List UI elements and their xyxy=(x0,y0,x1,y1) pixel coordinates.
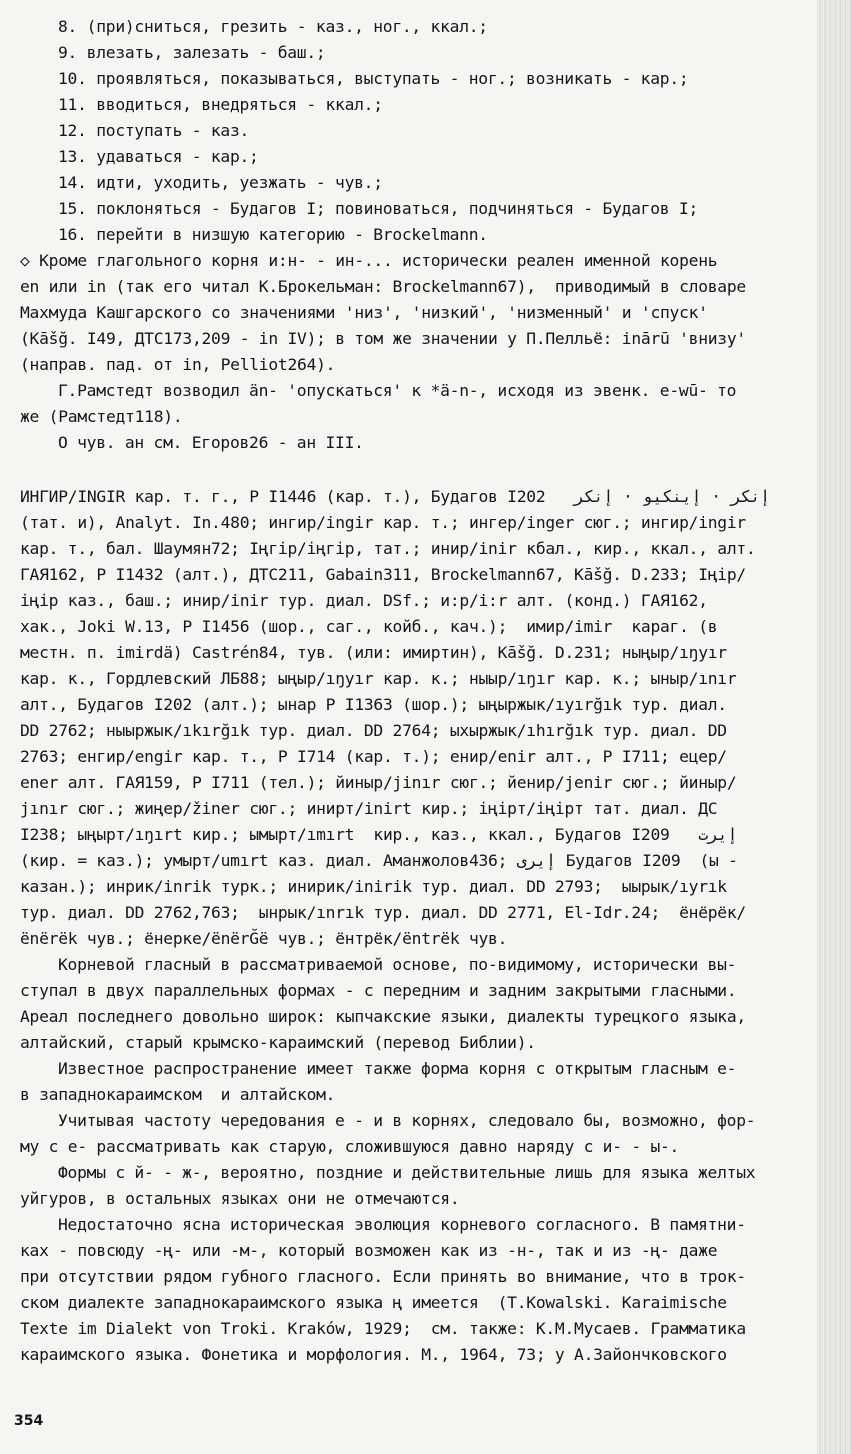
entry-line: 2763; енгир/engir кар. т., Р I714 (кар. т.); енир/enir алт., Р I711; ецер/ xyxy=(20,747,727,766)
paragraph-line: Махмуда Кашгарского со значениями 'низ', 'низкий', 'низменный' и 'спуск' xyxy=(20,303,708,322)
entry-line: (кир. = каз.); умырт/umırt каз. диал. Аманжолов436; إيرى Будагов I209 (ы - xyxy=(20,851,738,870)
paragraph-line: ском диалекте западнокараимского языка ң имеется (T.Kowalski. Karaimische xyxy=(20,1293,727,1312)
meaning-item-10: 10. проявляться, показываться, выступать - ног.; возникать - кар.; xyxy=(58,69,689,88)
entry-line: местн. п. imirdä) Castrén84, тув. (или: имиртин), Kāšğ. D.231; ныңыр/ıŋyır xyxy=(20,643,727,662)
entry-line: казан.); инрик/inrik туpк.; инирик/inirik тур. диал. DD 2793; ыырык/ıyrık xyxy=(20,877,727,896)
paragraph-line: ступал в двух параллельных формах - с передним и задним закрытыми гласными. xyxy=(20,981,737,1000)
paragraph-line: при отсутствии рядом губного гласного. Если принять во внимание, что в трок- xyxy=(20,1267,746,1286)
entry-line: хак., Joki W.13, Р I1456 (шор., саг., койб., кач.); имир/imir караг. (в xyxy=(20,617,718,636)
meaning-item-13: 13. удаваться - кар.; xyxy=(58,147,259,166)
meaning-item-15: 15. поклоняться - Будагов I; повиноваться, подчиняться - Будагов I; xyxy=(58,199,698,218)
meaning-item-12: 12. поступать - каз. xyxy=(58,121,250,140)
entry-line: DD 2762; ныыржык/ıkırğık тур. диал. DD 2764; ыхыржык/ıhırğık тур. диал. DD xyxy=(20,721,727,740)
paragraph-line: же (Рамстедт118). xyxy=(20,407,183,426)
entry-line: (тат. и), Analyt. In.480; ингир/ingir кар. т.; ингер/inger сюг.; ингир/ingir xyxy=(20,513,746,532)
entry-line: jınır сюг.; жиңер/žiner сюг.; инирт/inirt кир.; іңірт/іңірт тат. диал. ДС xyxy=(20,799,718,818)
paragraph-line: Г.Рамстедт возводил än- 'опускаться' к *ä-n-, исходя из эвенк. e-wū- то xyxy=(58,381,737,400)
entry-line: I238; ыңырт/ıŋırt кир.; ымырт/ımırt кир., каз., ккал., Будагов I209 إيرت xyxy=(20,825,738,844)
meaning-item-9: 9. влезать, залезать - баш.; xyxy=(58,43,326,62)
entry-line: алт., Будагов I202 (алт.); ынар Р I1363 (шор.); ыңыржык/ıyırğık тур. диал. xyxy=(20,695,727,714)
section-gap xyxy=(20,456,835,484)
paragraph-line: Корневой гласный в рассматриваемой основе, по-видимому, исторически вы- xyxy=(58,955,737,974)
entry-line: ënërëk чув.; ёнерке/ënërĞë чув.; ёнтрёк/ëntrëk чув. xyxy=(20,929,508,948)
entry-line: ГАЯ162, Р I1432 (алт.), ДТС211, Gabain311, Brockelmann67, Kāšğ. D.233; Іңір/ xyxy=(20,565,746,584)
paragraph-line: уйгуров, в остальных языках они не отмечаются. xyxy=(20,1189,460,1208)
paragraph-line: (направ. пад. от in, Pelliot264). xyxy=(20,355,336,374)
meaning-item-11: 11. вводиться, внедряться - ккал.; xyxy=(58,95,383,114)
paragraph-line: в западнокараимском и алтайском. xyxy=(20,1085,336,1104)
entry-line: кар. т., бал. Шаумян72; Іңгір/іңгір, тат.; инир/inir кбал., кир., ккал., алт. xyxy=(20,539,756,558)
entry-line: тур. диал. DD 2762,763; ынрык/ınrık тур. диал. DD 2771, El-Idr.24; ёнёрёк/ xyxy=(20,903,746,922)
meaning-item-14: 14. идти, уходить, уезжать - чув.; xyxy=(58,173,383,192)
paragraph-line: му с е- рассматривать как старую, сложившуюся давно наряду с и- - ы-. xyxy=(20,1137,680,1156)
paragraph-line: алтайский, старый крымско-караимский (перевод Библии). xyxy=(20,1033,536,1052)
paragraph-line: Известное распространение имеет также форма корня с открытым гласным е- xyxy=(58,1059,737,1078)
paragraph-line: Texte im Dialekt von Troki. Kraków, 1929; см. также: К.М.Мусаев. Грамматика xyxy=(20,1319,746,1338)
page-text xyxy=(20,14,835,1368)
paragraph-line: Ареал последнего довольно широк: кыпчакские языки, диалекты турецкого языка, xyxy=(20,1007,746,1026)
paragraph-line: Недостаточно ясна историческая эволюция корневого согласного. В памятни- xyxy=(58,1215,746,1234)
paragraph-line: ◇ Кроме глагольного корня и:н- - ин-... исторически реален именной корень xyxy=(20,251,718,270)
paragraph-line: Формы с й- - ж-, вероятно, поздние и действительные лишь для языка желтых xyxy=(58,1163,756,1182)
paragraph-line: караимского языка. Фонетика и морфология. М., 1964, 73; у А.Зайончковского xyxy=(20,1345,727,1364)
entry-line: іңір каз., баш.; инир/inir тур. диал. DSf.; и:р/i:r алт. (конд.) ГАЯ162, xyxy=(20,591,708,610)
paragraph-line: (Kāšğ. I49, ДТС173,209 - in IV); в том же значении у П.Пелльё: inārū 'внизу' xyxy=(20,329,746,348)
paragraph-line: О чув. ан см. Егоров26 - ан III. xyxy=(58,433,364,452)
page-number: 354 xyxy=(14,1413,44,1429)
meaning-item-16: 16. перейти в низшую категорию - Brockelmann. xyxy=(58,225,488,244)
entry-line: ener алт. ГАЯ159, Р I711 (тел.); йиныр/jinır сюг.; йенир/jenir сюг.; йиныр/ xyxy=(20,773,737,792)
paragraph-line: ках - повсюду -ң- или -м-, который возможен как из -н-, так и из -ң- даже xyxy=(20,1241,718,1260)
meaning-item-8: 8. (при)сниться, грезить - каз., ног., ккал.; xyxy=(58,17,488,36)
paragraph-line: en или in (так его читал К.Брокельман: Brockelmann67), приводимый в словаре xyxy=(20,277,746,296)
entry-line: кар. к., Гордлевский ЛБ88; ыңыр/ıŋyır кар. к.; ныыр/ıŋır кар. к.; ыныр/ınır xyxy=(20,669,737,688)
paragraph-line: Учитывая частоту чередования е - и в корнях, следовало бы, возможно, фор- xyxy=(58,1111,756,1130)
entry-line: ИНГИР/INGIR кар. т. г., Р I1446 (кар. т.), Будагов I202 إنكر · إينكيو · إنكر xyxy=(20,487,771,506)
